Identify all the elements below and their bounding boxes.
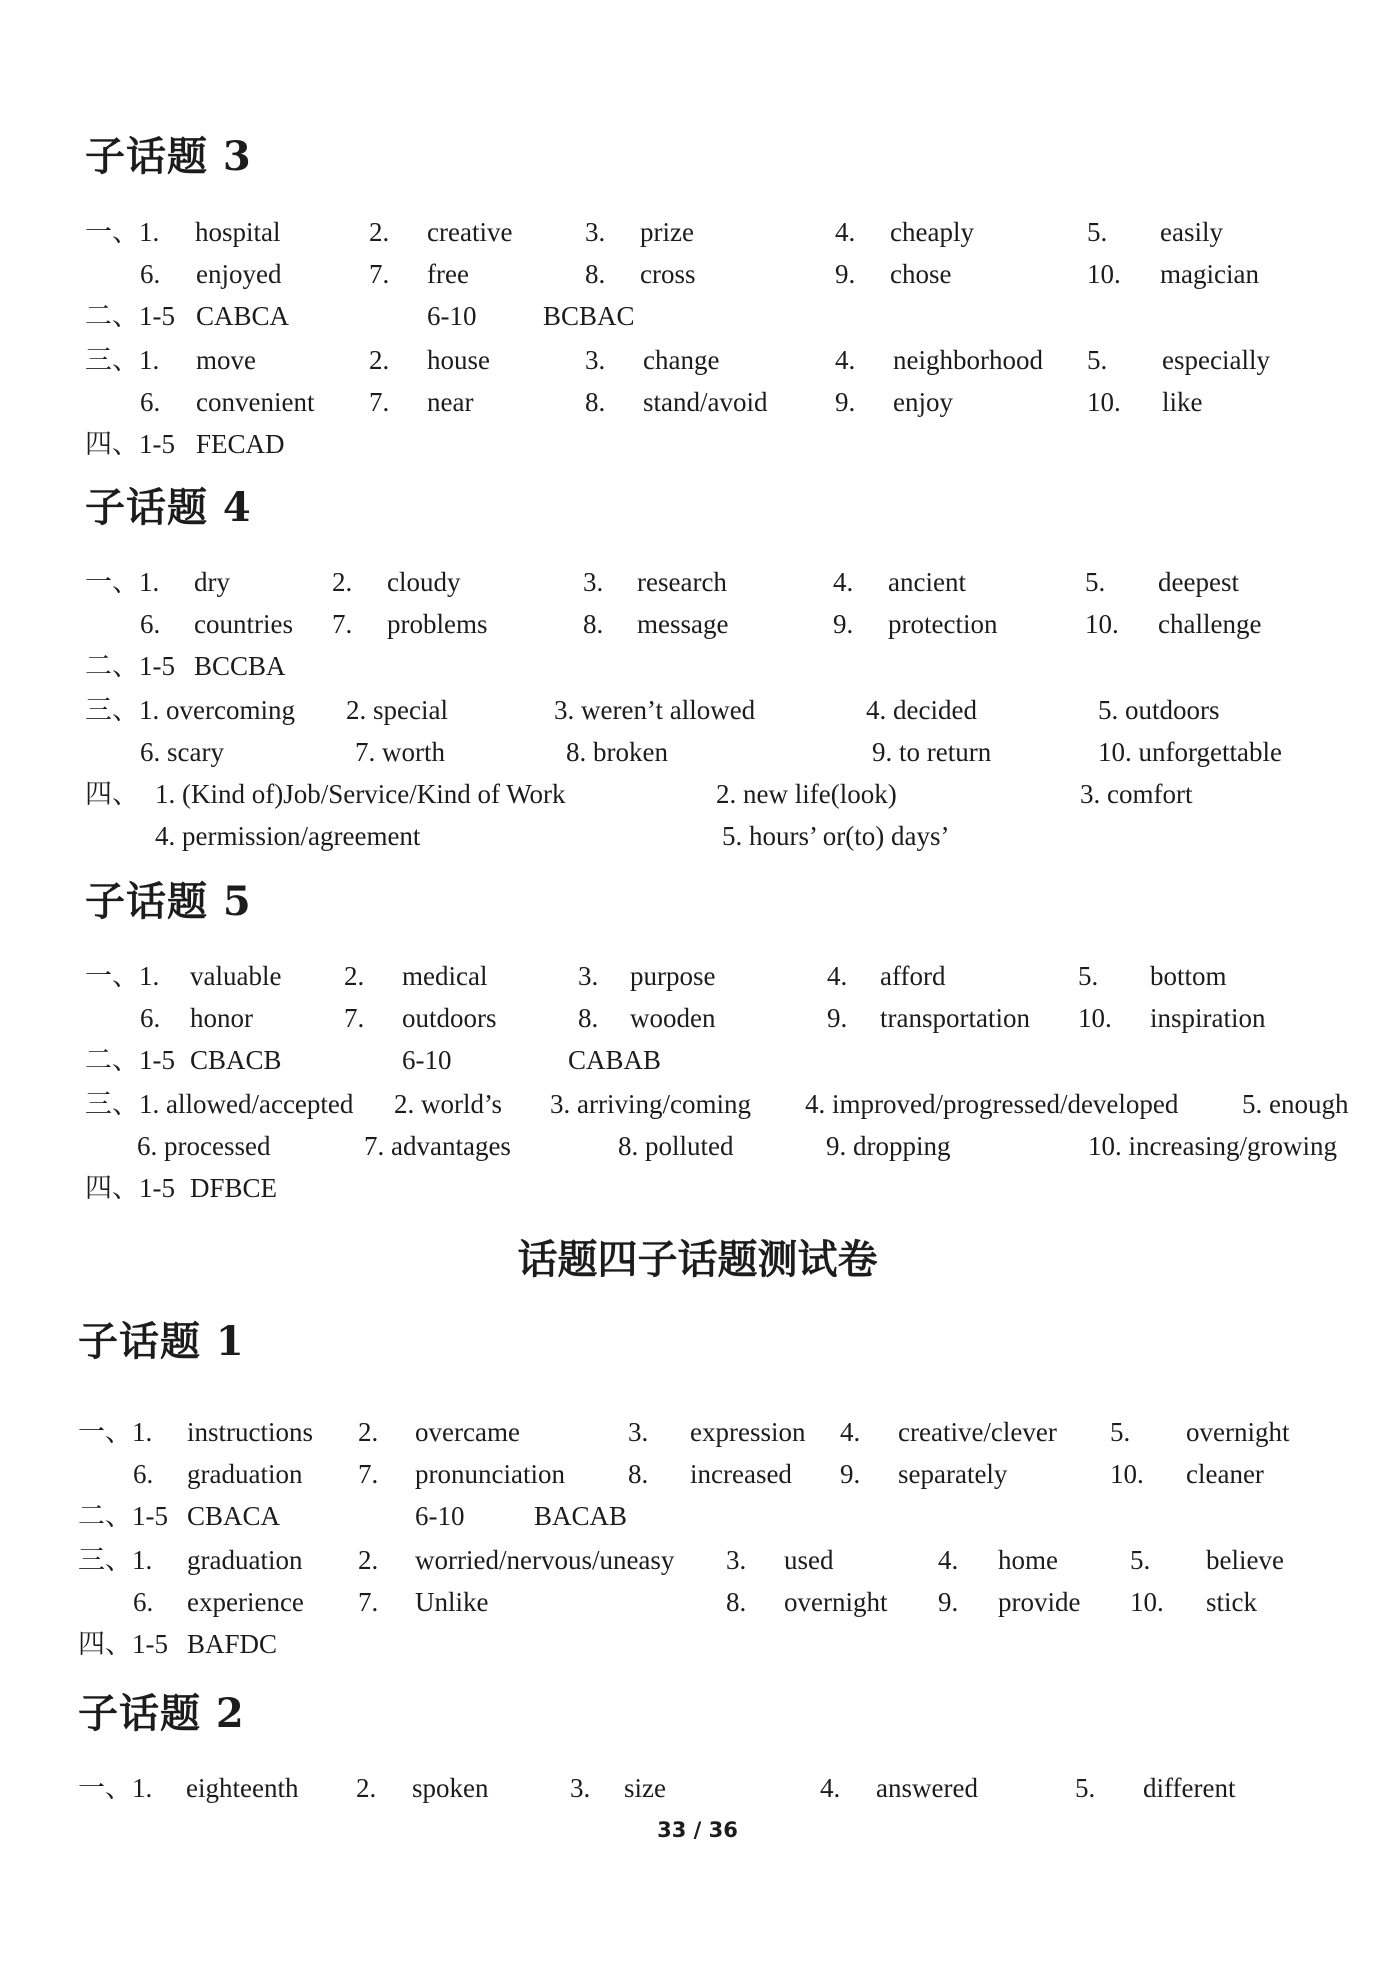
answer-cell: 10.	[1130, 1587, 1164, 1617]
answer-cell: 4.	[835, 217, 856, 247]
answer-cell: 9.	[840, 1459, 861, 1489]
answer-cell: overcame	[415, 1417, 520, 1447]
answer-cell: 2.	[358, 1417, 379, 1447]
answer-cell: 7.	[369, 387, 390, 417]
answer-cell: separately	[898, 1459, 1008, 1489]
answer-cell: 10.	[1087, 259, 1121, 289]
answer-row	[0, 1168, 1395, 1208]
answer-cell: 2.	[358, 1545, 379, 1575]
answer-cell: eighteenth	[186, 1773, 299, 1803]
answer-cell: 6-10	[415, 1501, 465, 1531]
answer-cell: 10.	[1087, 387, 1121, 417]
answer-cell: BCCBA	[194, 651, 286, 681]
answer-cell: 6.	[133, 1587, 154, 1617]
answer-cell: message	[637, 609, 729, 639]
answer-cell: 5.	[1087, 217, 1108, 247]
answer-cell: 四、	[85, 779, 139, 809]
answer-cell: 4.	[835, 345, 856, 375]
answer-cell: home	[998, 1545, 1058, 1575]
answer-cell: answered	[876, 1773, 978, 1803]
answer-cell: 四、1-5	[78, 1629, 168, 1659]
answer-cell: 6.	[140, 609, 161, 639]
answer-cell: research	[637, 567, 727, 597]
answer-cell: 2. world’s	[394, 1089, 502, 1119]
answer-row	[0, 1126, 1395, 1166]
answer-cell: provide	[998, 1587, 1081, 1617]
answer-row	[0, 1496, 1395, 1536]
answer-cell: CBACA	[187, 1501, 281, 1531]
answer-cell: honor	[190, 1003, 253, 1033]
answer-cell: 5.	[1110, 1417, 1131, 1447]
answer-cell: CABAB	[568, 1045, 662, 1075]
answer-cell: 4.	[820, 1773, 841, 1803]
answer-cell: worried/nervous/uneasy	[415, 1545, 675, 1575]
answer-row	[0, 774, 1395, 814]
answer-cell: cross	[640, 259, 696, 289]
answer-cell: 二、1-5	[85, 651, 175, 681]
answer-cell: 2.	[356, 1773, 377, 1803]
answer-cell: BACAB	[534, 1501, 628, 1531]
answer-cell: 2. new life(look)	[716, 779, 897, 809]
answer-cell: 9.	[938, 1587, 959, 1617]
answer-cell: 6.	[140, 1003, 161, 1033]
answer-cell: protection	[888, 609, 998, 639]
answer-cell: stand/avoid	[643, 387, 768, 417]
answer-cell: easily	[1160, 217, 1223, 247]
answer-row	[0, 732, 1395, 772]
answer-cell: 6. scary	[140, 737, 224, 767]
answer-cell: enjoyed	[196, 259, 282, 289]
answer-cell: cheaply	[890, 217, 974, 247]
answer-row	[0, 340, 1395, 380]
answer-cell: 三、1.	[85, 345, 160, 375]
answer-cell: experience	[187, 1587, 304, 1617]
answer-cell: 4.	[827, 961, 848, 991]
answer-cell: 8.	[583, 609, 604, 639]
answer-cell: 2.	[369, 345, 390, 375]
subtopic-heading: 子话题 3	[85, 133, 252, 180]
answer-cell: 4.	[833, 567, 854, 597]
answer-cell: cleaner	[1186, 1459, 1264, 1489]
answer-cell: size	[624, 1773, 666, 1803]
answer-cell: 3. arriving/coming	[550, 1089, 751, 1119]
answer-cell: 3. comfort	[1080, 779, 1193, 809]
answer-cell: move	[196, 345, 256, 375]
answer-cell: 9.	[835, 259, 856, 289]
answer-cell: 5.	[1085, 567, 1106, 597]
answer-cell: 9.	[833, 609, 854, 639]
answer-cell: 四、1-5	[85, 429, 175, 459]
answer-cell: outdoors	[402, 1003, 497, 1033]
answer-cell: BCBAC	[543, 301, 635, 331]
answer-cell: 三、1.	[78, 1545, 153, 1575]
answer-cell: used	[784, 1545, 834, 1575]
answer-cell: transportation	[880, 1003, 1030, 1033]
answer-cell: 5.	[1075, 1773, 1096, 1803]
answer-row	[0, 296, 1395, 336]
answer-cell: 3.	[585, 345, 606, 375]
answer-cell: 9. dropping	[826, 1131, 951, 1161]
answer-cell: 4.	[938, 1545, 959, 1575]
answer-cell: 三、1. overcoming	[85, 695, 295, 725]
answer-cell: 7. advantages	[364, 1131, 511, 1161]
answer-cell: 一、1.	[85, 961, 160, 991]
answer-cell: 5. enough	[1242, 1089, 1349, 1119]
answer-cell: medical	[402, 961, 488, 991]
answer-row	[0, 1084, 1395, 1124]
answer-cell: FECAD	[196, 429, 285, 459]
answer-cell: 一、1.	[78, 1417, 153, 1447]
page-number: 33 / 36	[657, 1818, 738, 1842]
answer-cell: 3.	[570, 1773, 591, 1803]
answer-cell: convenient	[196, 387, 315, 417]
answer-row	[0, 604, 1395, 644]
answer-cell: 7.	[358, 1459, 379, 1489]
answer-cell: graduation	[187, 1459, 303, 1489]
answer-cell: 3.	[583, 567, 604, 597]
answer-cell: creative/clever	[898, 1417, 1057, 1447]
answer-cell: believe	[1206, 1545, 1284, 1575]
answer-cell: 5.	[1130, 1545, 1151, 1575]
answer-cell: inspiration	[1150, 1003, 1266, 1033]
answer-cell: problems	[387, 609, 488, 639]
answer-cell: neighborhood	[893, 345, 1043, 375]
answer-cell: challenge	[1158, 609, 1262, 639]
answer-cell: instructions	[187, 1417, 313, 1447]
answer-row	[0, 1540, 1395, 1580]
answer-cell: 7.	[332, 609, 353, 639]
answer-row	[0, 956, 1395, 996]
answer-cell: dry	[194, 567, 230, 597]
answer-cell: 4.	[840, 1417, 861, 1447]
answer-cell: chose	[890, 259, 952, 289]
answer-cell: wooden	[630, 1003, 716, 1033]
answer-cell: 7.	[369, 259, 390, 289]
answer-cell: 3.	[585, 217, 606, 247]
answer-cell: 3. weren’t allowed	[554, 695, 756, 725]
answer-cell: 8.	[585, 259, 606, 289]
answer-cell: pronunciation	[415, 1459, 565, 1489]
answer-cell: 10. unforgettable	[1098, 737, 1282, 767]
answer-row	[0, 1624, 1395, 1664]
answer-cell: 5. hours’ or(to) days’	[722, 821, 950, 851]
answer-cell: overnight	[784, 1587, 888, 1617]
answer-row	[0, 1412, 1395, 1452]
answer-row	[0, 998, 1395, 1038]
answer-cell: 6. processed	[137, 1131, 271, 1161]
answer-row	[0, 690, 1395, 730]
answer-cell: countries	[194, 609, 293, 639]
answer-row	[0, 1454, 1395, 1494]
answer-cell: 二、1-5	[85, 1045, 175, 1075]
answer-row	[0, 562, 1395, 602]
answer-cell: expression	[690, 1417, 806, 1447]
answer-cell: 7. worth	[355, 737, 445, 767]
answer-cell: 9.	[827, 1003, 848, 1033]
answer-cell: 4. decided	[866, 695, 977, 725]
answer-cell: ancient	[888, 567, 966, 597]
answer-cell: 9.	[835, 387, 856, 417]
answer-cell: 7.	[358, 1587, 379, 1617]
answer-cell: Unlike	[415, 1587, 489, 1617]
answer-cell: DFBCE	[190, 1173, 278, 1203]
subtopic-heading: 子话题 1	[78, 1318, 245, 1365]
answer-cell: 二、1-5	[85, 301, 175, 331]
answer-cell: 10.	[1110, 1459, 1144, 1489]
answer-cell: 5.	[1087, 345, 1108, 375]
answer-cell: overnight	[1186, 1417, 1290, 1447]
answer-cell: 3.	[578, 961, 599, 991]
answer-cell: CABCA	[196, 301, 290, 331]
answer-cell: afford	[880, 961, 946, 991]
answer-cell: 6-10	[402, 1045, 452, 1075]
answer-cell: CBACB	[190, 1045, 282, 1075]
answer-cell: 8. broken	[566, 737, 668, 767]
answer-cell: different	[1143, 1773, 1236, 1803]
answer-cell: 10.	[1085, 609, 1119, 639]
answer-row	[0, 1040, 1395, 1080]
answer-cell: 四、1-5	[85, 1173, 175, 1203]
answer-cell: 6-10	[427, 301, 477, 331]
test-paper-title: 话题四子话题测试卷	[517, 1236, 878, 1283]
answer-cell: BAFDC	[187, 1629, 278, 1659]
answer-cell: like	[1162, 387, 1203, 417]
answer-cell: change	[643, 345, 720, 375]
subtopic-heading: 子话题 5	[85, 878, 252, 925]
answer-cell: enjoy	[893, 387, 953, 417]
answer-cell: 7.	[344, 1003, 365, 1033]
answer-cell: prize	[640, 217, 694, 247]
answer-cell: 2.	[344, 961, 365, 991]
answer-cell: 3.	[726, 1545, 747, 1575]
answer-cell: 3.	[628, 1417, 649, 1447]
answer-cell: bottom	[1150, 961, 1227, 991]
answer-cell: 4. improved/progressed/developed	[805, 1089, 1179, 1119]
answer-cell: house	[427, 345, 490, 375]
answer-cell: 5.	[1078, 961, 1099, 991]
answer-cell: increased	[690, 1459, 792, 1489]
answer-cell: 2. special	[346, 695, 448, 725]
answer-row	[0, 1582, 1395, 1622]
answer-cell: 8.	[726, 1587, 747, 1617]
answer-row	[0, 212, 1395, 252]
answer-cell: cloudy	[387, 567, 461, 597]
answer-cell: near	[427, 387, 474, 417]
answer-cell: spoken	[412, 1773, 489, 1803]
answer-cell: hospital	[195, 217, 281, 247]
answer-cell: 一、1.	[85, 567, 160, 597]
answer-cell: purpose	[630, 961, 716, 991]
answer-row	[0, 254, 1395, 294]
answer-cell: 一、1.	[85, 217, 160, 247]
answer-cell: 6.	[140, 259, 161, 289]
answer-cell: 10. increasing/growing	[1088, 1131, 1337, 1161]
subtopic-heading: 子话题 4	[85, 484, 252, 531]
answer-cell: deepest	[1158, 567, 1239, 597]
answer-cell: free	[427, 259, 469, 289]
answer-cell: 8. polluted	[618, 1131, 734, 1161]
answer-cell: 8.	[628, 1459, 649, 1489]
answer-row	[0, 382, 1395, 422]
answer-row	[0, 424, 1395, 464]
answer-row	[0, 646, 1395, 686]
answer-cell: 8.	[585, 387, 606, 417]
answer-cell: 2.	[332, 567, 353, 597]
answer-cell: 4. permission/agreement	[155, 821, 421, 851]
answer-cell: 二、1-5	[78, 1501, 168, 1531]
answer-row	[0, 816, 1395, 856]
answer-cell: 三、1. allowed/accepted	[85, 1089, 354, 1119]
answer-cell: 8.	[578, 1003, 599, 1033]
answer-cell: 10.	[1078, 1003, 1112, 1033]
answer-cell: 9. to return	[872, 737, 992, 767]
answer-cell: 6.	[133, 1459, 154, 1489]
answer-cell: creative	[427, 217, 513, 247]
answer-cell: graduation	[187, 1545, 303, 1575]
answer-cell: stick	[1206, 1587, 1257, 1617]
answer-cell: 5. outdoors	[1098, 695, 1220, 725]
answer-row	[0, 1768, 1395, 1808]
answer-cell: 一、1.	[78, 1773, 153, 1803]
answer-cell: 6.	[140, 387, 161, 417]
answer-cell: 1. (Kind of)Job/Service/Kind of Work	[155, 779, 566, 809]
subtopic-heading: 子话题 2	[78, 1690, 245, 1737]
answer-cell: especially	[1162, 345, 1270, 375]
answer-cell: 2.	[369, 217, 390, 247]
answer-cell: magician	[1160, 259, 1259, 289]
answer-cell: valuable	[190, 961, 282, 991]
